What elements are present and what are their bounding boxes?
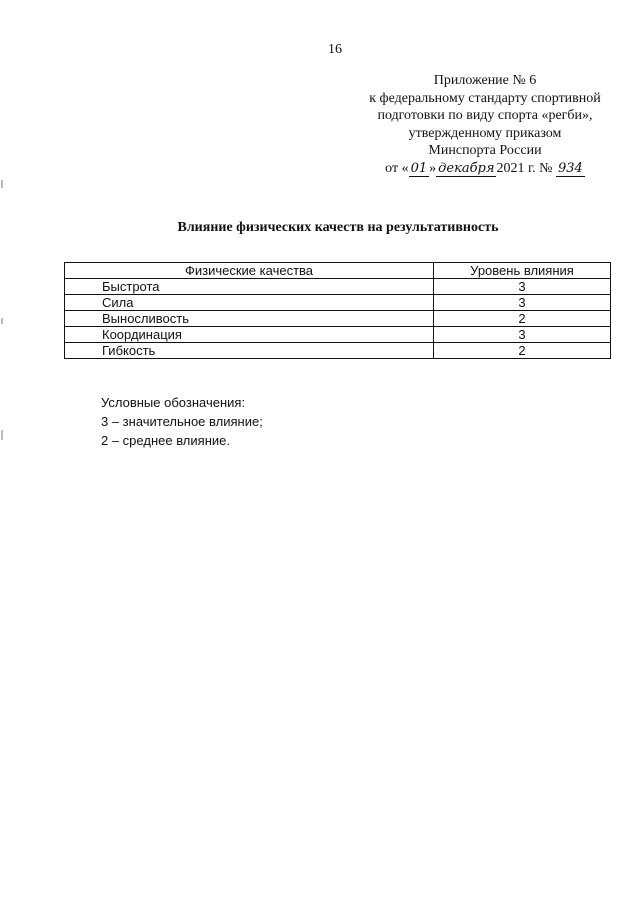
- quality-cell: Выносливость: [65, 311, 434, 327]
- level-cell: 2: [434, 311, 611, 327]
- date-year: 2021 г. №: [496, 160, 556, 176]
- quality-cell: Быстрота: [65, 279, 434, 295]
- table-row: [65, 311, 611, 327]
- header-level: Уровень влияния: [434, 263, 611, 279]
- legend-item: 3 – значительное влияние;: [101, 414, 263, 429]
- appendix-line: подготовки по виду спорта «регби»,: [377, 108, 593, 123]
- document-title: Влияние физических качеств на результативность: [177, 220, 499, 235]
- legend-heading: Условные обозначения:: [101, 395, 246, 410]
- table-row: [65, 279, 611, 295]
- influence-table: [64, 262, 611, 359]
- table-row: [65, 295, 611, 311]
- order-number: 934: [558, 160, 583, 176]
- quality-cell: Координация: [65, 327, 434, 343]
- level-cell: 3: [434, 279, 611, 295]
- level-cell: 2: [434, 343, 611, 359]
- quality-cell: Сила: [65, 295, 434, 311]
- scan-artifact: [1, 318, 3, 324]
- date-month: декабря: [438, 160, 495, 176]
- table-header-row: [65, 263, 611, 279]
- legend: [101, 393, 263, 450]
- appendix-line: Приложение № 6: [433, 73, 537, 88]
- scan-artifact: [1, 430, 3, 440]
- table-row: [65, 343, 611, 359]
- date-prefix: от «: [385, 160, 409, 176]
- page-number: 16: [328, 42, 342, 57]
- legend-item: 2 – среднее влияние.: [101, 433, 230, 448]
- appendix-line: к федеральному стандарту спортивной: [369, 90, 601, 106]
- header-quality: Физические качества: [65, 263, 434, 279]
- date-day: 01: [410, 160, 428, 176]
- date-mid: »: [429, 160, 437, 176]
- level-cell: 3: [434, 295, 611, 311]
- table-row: [65, 327, 611, 343]
- order-date-line: [340, 160, 630, 178]
- quality-cell: Гибкость: [65, 343, 434, 359]
- level-cell: 3: [434, 327, 611, 343]
- appendix-header: [340, 72, 630, 177]
- scan-artifact: [1, 180, 3, 188]
- appendix-line: утвержденному приказом: [408, 125, 562, 141]
- appendix-line: Минспорта России: [428, 143, 542, 158]
